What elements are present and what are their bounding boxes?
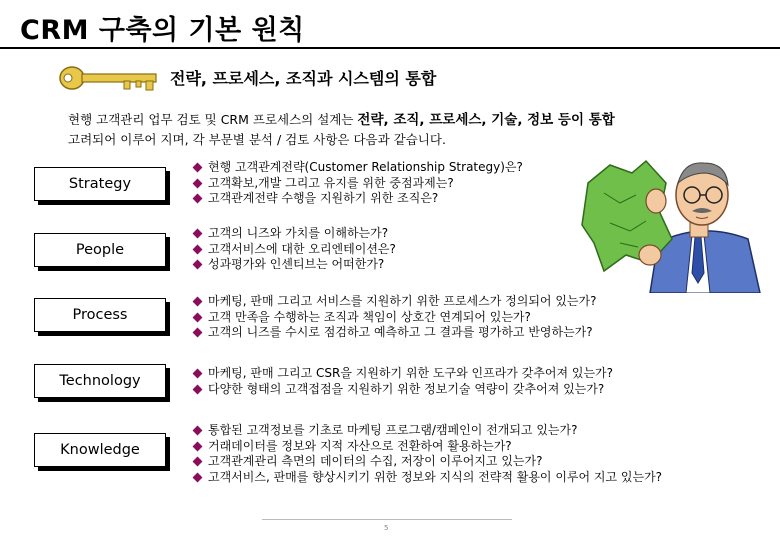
bullet-diamond-icon <box>193 297 203 307</box>
bullet-diamond-icon <box>193 194 203 204</box>
bullet-list-process <box>194 294 596 341</box>
list-item: 다양한 형태의 고객접점을 지원하기 위한 정보기술 역량이 갖추어져 있는가? <box>194 382 613 398</box>
subtitle: 전략, 프로세스, 조직과 시스템의 통합 <box>170 69 437 88</box>
section-label-strategy: Strategy <box>34 167 166 201</box>
bullet-list-strategy <box>194 160 523 207</box>
bullet-diamond-icon <box>193 244 203 254</box>
intro-text-line2: 고려되어 이루어 지며, 각 부문별 분석 / 검토 사항은 다음과 같습니다. <box>68 132 446 147</box>
list-item: 고객의 니즈를 수시로 점검하고 예측하고 그 결과를 평가하고 반영하는가? <box>194 325 596 341</box>
bullet-diamond-icon <box>193 163 203 173</box>
bullet-diamond-icon <box>193 472 203 482</box>
bullet-diamond-icon <box>193 384 203 394</box>
list-item: 마케팅, 판매 그리고 CSR을 지원하기 위한 도구와 인프라가 갖추어져 있는가? <box>194 366 613 382</box>
list-item: 거래데이터를 정보와 지적 자산으로 전환하여 활용하는가? <box>194 439 662 455</box>
intro-text: 현행 고객관리 업무 검토 및 CRM 프로세스의 설계는 <box>68 112 358 127</box>
bullet-diamond-icon <box>193 441 203 451</box>
footer-divider <box>262 519 512 520</box>
businessman-with-map-illustration <box>580 143 770 293</box>
list-item: 고객서비스, 판매를 향상시키기 위한 정보와 지식의 전략적 활용이 이루어 지고 있는가? <box>194 470 662 486</box>
bullet-diamond-icon <box>193 457 203 467</box>
bullet-diamond-icon <box>193 178 203 188</box>
bullet-diamond-icon <box>193 426 203 436</box>
bullet-list-people <box>194 226 396 273</box>
bullet-list-knowledge <box>194 423 662 485</box>
list-item: 고객 만족을 수행하는 조직과 책임이 상호간 연계되어 있는가? <box>194 310 596 326</box>
list-item: 고객관계전략 수행을 지원하기 위한 조직은? <box>194 191 523 207</box>
bullet-diamond-icon <box>193 229 203 239</box>
list-item: 현행 고객관계전략(Customer Relationship Strategy)은? <box>194 160 523 176</box>
title-divider <box>0 47 780 49</box>
section-label-people: People <box>34 233 166 267</box>
bullet-diamond-icon <box>193 312 203 322</box>
list-item: 마케팅, 판매 그리고 서비스를 지원하기 위한 프로세스가 정의되어 있는가? <box>194 294 596 310</box>
list-item: 고객관계관리 측면의 데이터의 수집, 저장이 이루어지고 있는가? <box>194 454 662 470</box>
section-label-process: Process <box>34 298 166 332</box>
section-label-knowledge: Knowledge <box>34 433 166 467</box>
section-label-technology: Technology <box>34 364 166 398</box>
page-title: CRM 구축의 기본 원칙 <box>20 15 305 46</box>
bullet-diamond-icon <box>193 328 203 338</box>
intro-emphasis: 전략, 조직, 프로세스, 기술, 정보 등이 통합 <box>357 112 615 128</box>
list-item: 성과평가와 인센티브는 어떠한가? <box>194 257 396 273</box>
bullet-list-technology <box>194 366 613 397</box>
list-item: 고객확보,개발 그리고 유지를 위한 중점과제는? <box>194 176 523 192</box>
key-icon <box>58 64 164 92</box>
list-item: 고객의 니즈와 가치를 이해하는가? <box>194 226 396 242</box>
list-item: 고객서비스에 대한 오리엔테이션은? <box>194 242 396 258</box>
bullet-diamond-icon <box>193 369 203 379</box>
list-item: 통합된 고객정보를 기초로 마케팅 프로그램/캠페인이 전개되고 있는가? <box>194 423 662 439</box>
page-number: 5 <box>384 524 389 532</box>
bullet-diamond-icon <box>193 260 203 270</box>
